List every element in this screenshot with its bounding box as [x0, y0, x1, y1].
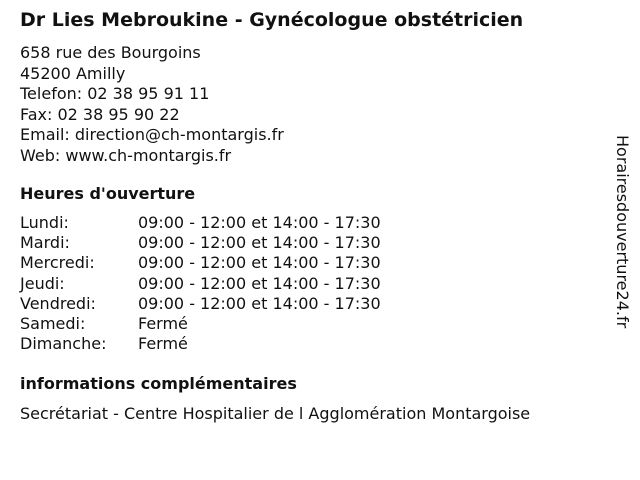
- day-label: Mardi:: [20, 233, 70, 253]
- additional-info-heading: informations complémentaires: [20, 374, 297, 393]
- address-street: 658 rue des Bourgoins: [20, 43, 201, 62]
- day-hours: Fermé: [138, 314, 188, 334]
- day-hours: 09:00 - 12:00 et 14:00 - 17:30: [138, 233, 381, 253]
- hours-row-monday: [20, 213, 381, 233]
- hours-row-thursday: [20, 274, 381, 294]
- day-label: Vendredi:: [20, 293, 96, 313]
- day-hours: 09:00 - 12:00 et 14:00 - 17:30: [138, 273, 381, 293]
- day-label: Dimanche:: [20, 334, 107, 354]
- page-title: Dr Lies Mebroukine - Gynécologue obstétricien: [20, 9, 524, 31]
- phone-number: Telefon: 02 38 95 91 11: [20, 84, 210, 103]
- day-label: Mercredi:: [20, 253, 95, 273]
- website-address: Web: www.ch-montargis.fr: [20, 145, 232, 165]
- day-label: Samedi:: [20, 314, 86, 334]
- day-hours: 09:00 - 12:00 et 14:00 - 17:30: [138, 213, 381, 232]
- email-address: Email: direction@ch-montargis.fr: [20, 125, 284, 144]
- day-hours: 09:00 - 12:00 et 14:00 - 17:30: [138, 293, 381, 313]
- address-city: 45200 Amilly: [20, 63, 126, 83]
- fax-number: Fax: 02 38 95 90 22: [20, 104, 180, 124]
- opening-hours-table: [20, 213, 381, 354]
- additional-info-text: Secrétariat - Centre Hospitalier de l Agglomération Montargoise: [20, 404, 531, 423]
- contact-block: [20, 43, 284, 166]
- hours-row-sunday: [20, 334, 381, 354]
- hours-row-friday: [20, 294, 381, 314]
- opening-hours-heading: Heures d'ouverture: [20, 184, 196, 203]
- hours-row-tuesday: [20, 233, 381, 253]
- day-hours: 09:00 - 12:00 et 14:00 - 17:30: [138, 253, 381, 273]
- day-label: Jeudi:: [20, 273, 65, 293]
- site-watermark: Horairesdouverture24.fr: [613, 135, 632, 329]
- hours-row-saturday: [20, 314, 381, 334]
- hours-row-wednesday: [20, 253, 381, 273]
- day-label: Lundi:: [20, 213, 69, 232]
- day-hours: Fermé: [138, 334, 188, 354]
